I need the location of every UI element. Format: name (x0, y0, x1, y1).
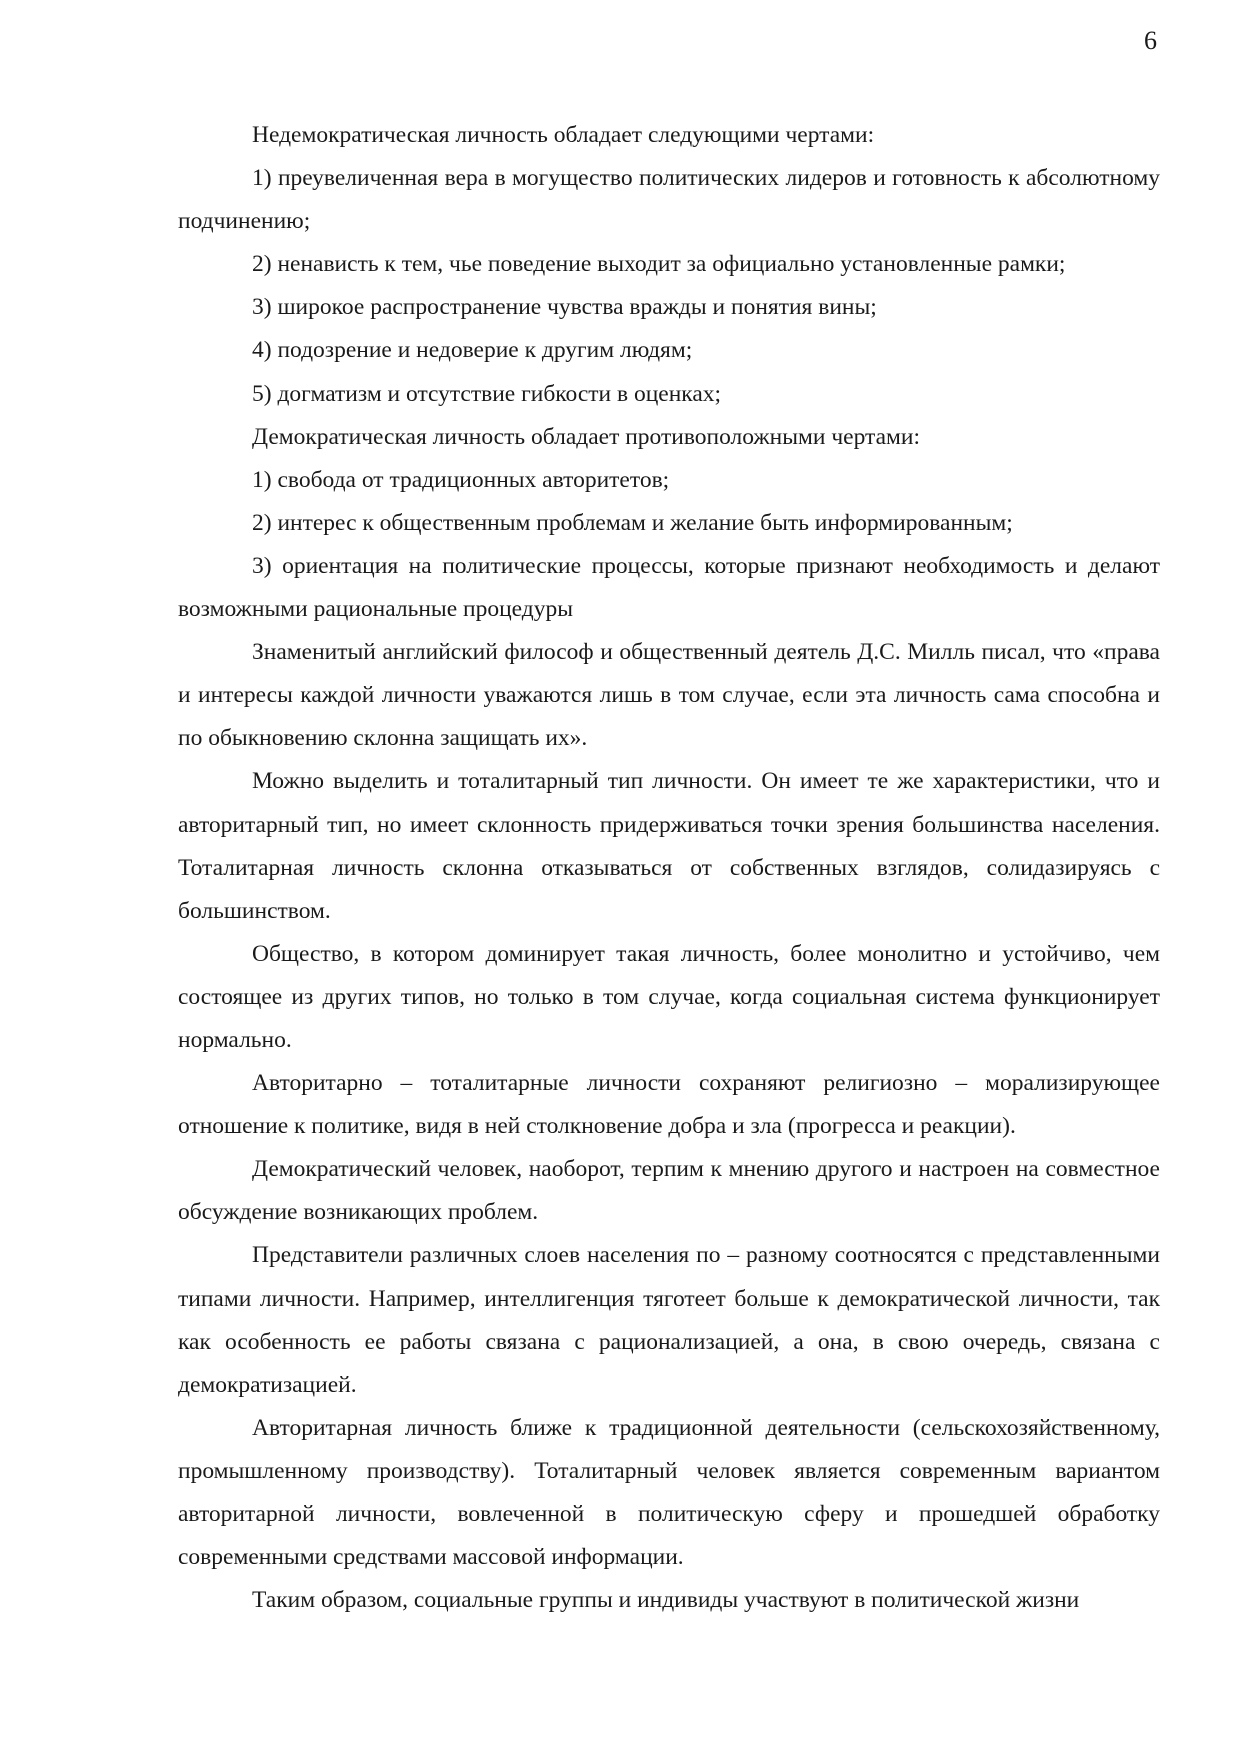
paragraph: Недемократическая личность обладает следующими чертами: (252, 122, 875, 148)
paragraph: 5) догматизм и отсутствие гибкости в оценках; (252, 380, 722, 407)
paragraph: Таким образом, социальные группы и индивиды участвуют в политической жизни (252, 1587, 1080, 1614)
body-text (178, 114, 1160, 1622)
paragraph: Авторитарная личность ближе к традиционной деятельности (сельскохозяйственному, промышленному производству). Тоталитарный человек является современным вариантом авторитарной личности, вовлеченной в политическую сферу и прошедшей обработку современными средствами массовой информации. (178, 1414, 1160, 1571)
paragraph: Можно выделить и тоталитарный тип личности. Он имеет те же характеристики, что и авторитарный тип, но имеет склонность придерживаться точки зрения большинства населения. Тоталитарная личность склонна отказываться от собственных взглядов, солидазируясь с большинством. (178, 768, 1160, 924)
paragraph: 3) ориентация на политические процессы, которые признают необходимость и делают возможными рациональные процедуры (178, 552, 1160, 623)
paragraph: 2) интерес к общественным проблемам и желание быть информированным; (252, 509, 1013, 536)
paragraph: Общество, в котором доминирует такая личность, более монолитно и устойчиво, чем состоящее из других типов, но только в том случае, когда социальная система функционирует нормально. (178, 940, 1160, 1053)
paragraph: 3) широкое распространение чувства вражды и понятия вины; (252, 294, 877, 321)
paragraph: 2) ненависть к тем, чье поведение выходит за официально установленные рамки; (252, 251, 1066, 278)
paragraph: 1) преувеличенная вера в могущество политических лидеров и готовность к абсолютному подчинению; (178, 165, 1160, 235)
page-number: 6 (1144, 26, 1157, 55)
paragraph: 4) подозрение и недоверие к другим людям; (252, 337, 693, 364)
paragraph: Знаменитый английский философ и общественный деятель Д.С. Милль писал, что «права и интересы каждой личности уважаются лишь в том случае, если эта личность сама способна и по обыкновению склонна защищать их». (178, 639, 1160, 752)
paragraph: Демократическая личность обладает противоположными чертами: (252, 423, 920, 450)
paragraph: Представители различных слоев населения по – разному соотносятся с представленными типами личности. Например, интеллигенция тяготеет больше к демократической личности, так как особенность ее работы связана с рационализацией, а она, в свою очередь, связана с демократизацией. (178, 1242, 1160, 1398)
paragraph: Демократический человек, наоборот, терпим к мнению другого и настроен на совместное обсуждение возникающих проблем. (178, 1156, 1160, 1226)
paragraph: 1) свобода от традиционных авторитетов; (252, 466, 670, 493)
paragraph: Авторитарно – тоталитарные личности сохраняют религиозно – морализирующее отношение к политике, видя в ней столкновение добра и зла (прогресса и реакции). (178, 1070, 1160, 1140)
